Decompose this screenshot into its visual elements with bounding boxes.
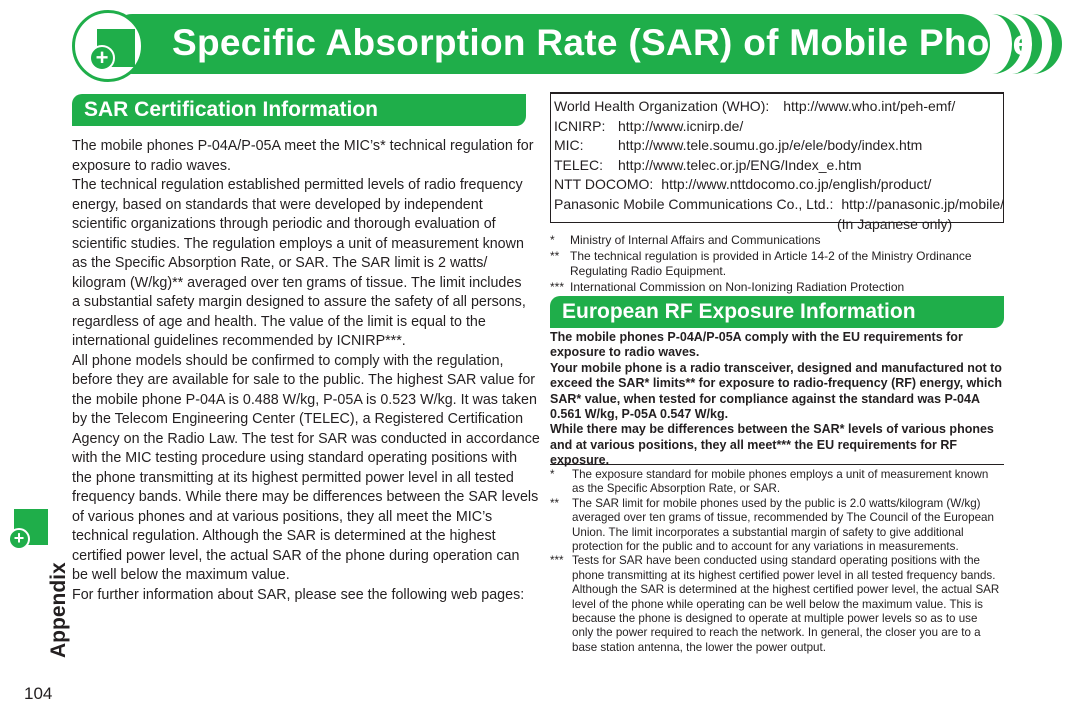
footnote-mark: *	[550, 468, 555, 481]
link-url[interactable]: http://www.telec.or.jp/ENG/Index_e.htm	[618, 156, 862, 173]
link-label: TELEC:	[554, 156, 604, 173]
sar-body-line: be well below the maximum value.	[72, 567, 290, 583]
sar-body-line: with the MIC testing procedure using standard operating positions with	[72, 450, 518, 466]
footnote-text: The technical regulation is provided in Article 14-2 of the Ministry Ordinance Regulating Radio Equipment.	[570, 248, 972, 279]
eu-section-heading: European RF Exposure Information	[550, 296, 1004, 328]
page-title: Specific Absorption Rate (SAR) of Mobile Phone	[172, 22, 1034, 63]
link-url[interactable]: http://www.icnirp.de/	[618, 117, 744, 134]
link-row-mic	[554, 136, 1003, 156]
links-table	[550, 92, 1005, 232]
eu-paragraph: While there may be differences between the SAR* levels of various phones and at various positions, they all meet*** the EU requirements for RF exposure.	[550, 422, 994, 468]
sar-body-line: scientific studies. The regulation employs a unit of measurement known	[72, 235, 524, 252]
footnote-text: Ministry of Internal Affairs and Communications	[570, 233, 821, 247]
link-url[interactable]: http://www.nttdocomo.co.jp/english/product/	[661, 176, 932, 193]
footnote-mark: *	[550, 233, 555, 247]
sar-body-line: the mobile phone P-04A is 0.488 W/kg, P-05A is 0.523 W/kg. It was taken	[72, 391, 537, 408]
footnote-mark: **	[550, 496, 560, 510]
sar-body-line: the phone transmitting at its highest permitted power level in all tested	[72, 469, 514, 486]
footnote-mark: ***	[550, 279, 565, 294]
sar-body-line: regardless of age and health. The value of the limit is equal to the	[72, 313, 486, 330]
footnote	[550, 468, 1000, 497]
link-row-who	[554, 97, 1003, 117]
title-icon-circle	[72, 10, 144, 82]
sar-body-line: The mobile phones P-04A/P-05A meet the MIC’s* technical regulation for	[72, 138, 534, 154]
plus-icon: +	[8, 528, 30, 550]
link-note: (In Japanese only)	[837, 215, 953, 232]
sar-body-line: The technical regulation established permitted levels of radio frequency	[72, 177, 523, 193]
sar-body	[72, 137, 540, 605]
link-label: World Health Organization (WHO):	[554, 98, 770, 114]
footnote	[550, 554, 1000, 655]
link-url[interactable]: http://www.who.int/peh-emf/	[783, 98, 956, 114]
eu-paragraph: Your mobile phone is a radio transceiver, designed and manufactured not to exceed the SAR* limits** for exposure to radio-frequency (RF) energy, which SAR* value, when tested for compliance against the standard was P-04A 0.561 W/kg, P-05A 0.547 W/kg.	[550, 360, 1002, 422]
side-tab-label	[20, 558, 70, 668]
link-label: Panasonic Mobile Communications Co., Ltd.:	[554, 195, 834, 212]
link-row-icnirp	[554, 117, 1003, 137]
appendix-label: Appendix	[47, 562, 70, 658]
sar-body-line: international guidelines recommended by ICNIRP***.	[72, 333, 406, 349]
sar-body-line: technical regulation. Although the SAR is determined at the highest	[72, 528, 496, 544]
link-row-panasonic	[554, 195, 1003, 215]
footnote	[550, 497, 1000, 555]
footnote	[550, 249, 1004, 280]
link-label: ICNIRP:	[554, 117, 606, 134]
footnote-text: International Commission on Non-Ionizing Radiation Protection	[570, 279, 905, 294]
footnotes-top	[550, 233, 1004, 295]
sar-body-line: Agency on the Radio Law. The test for SAR was conducted in accordance	[72, 430, 540, 447]
eu-paragraph: The mobile phones P-04A/P-05A comply with the EU requirements for exposure to radio waves.	[550, 330, 963, 360]
sar-body-line: energy, based on standards that were developed by independent	[72, 196, 483, 213]
link-row-note	[554, 215, 1003, 235]
sar-body-line: frequency bands. While there may be differences between the SAR levels	[72, 489, 539, 505]
plus-icon: +	[89, 45, 115, 71]
sar-body-line: before they are available for sale to the public. The highest SAR value for	[72, 372, 536, 388]
page-number: 104	[24, 684, 53, 703]
title-banner	[72, 10, 1062, 78]
sar-section-heading: SAR Certification Information	[72, 94, 526, 126]
sar-body-line: For further information about SAR, please see the following web pages:	[72, 586, 525, 603]
side-tab-icon	[0, 506, 52, 550]
footnote-text: The SAR limit for mobile phones used by the public is 2.0 watts/kilogram (W/kg) averaged over ten grams of tissue, recommended by The Council of the European Union. The limit incorporates a substantial margin of safety to give additional protection for the public and to account for any variations in measurements.	[572, 496, 994, 554]
link-row-docomo	[554, 175, 1003, 195]
sar-body-line: All phone models should be confirmed to comply with the regulation,	[72, 352, 504, 369]
footnote	[550, 280, 1004, 296]
sar-body-line: of various phones and at various positions, they all meet the MIC’s	[72, 508, 493, 525]
footnote-text: Tests for SAR have been conducted using standard operating positions with the phone transmitting at its highest certified power level in all tested frequency bands. Although the SAR is determined at the highest certified power level, the actual SAR level of the phone while operating can be well below the maximum value. This is because the phone is designed to operate at multiple power levels so as to use only the power required to reach the network. In general, the closer you are to a base station antenna, the lower the power output.	[572, 554, 1000, 654]
footnote-mark: ***	[550, 554, 564, 568]
sar-body-line: scientific organizations through periodic and thorough evaluation of	[72, 216, 496, 232]
sar-body-line: exposure to radio waves.	[72, 157, 231, 174]
divider	[550, 464, 1004, 465]
sar-body-line: as the Specific Absorption Rate, or SAR. The SAR limit is 2 watts/	[72, 255, 488, 271]
sar-body-line: kilogram (W/kg)** averaged over ten grams of tissue. The limit includes	[72, 274, 522, 291]
link-url[interactable]: http://panasonic.jp/mobile/	[841, 195, 1005, 212]
eu-footnotes	[550, 468, 1000, 655]
sar-body-line: certified power level, the actual SAR of the phone during operation can	[72, 547, 520, 564]
sar-body-line: a substantial safety margin designed to assure the safety of all persons,	[72, 294, 526, 310]
link-label: NTT DOCOMO:	[554, 176, 654, 193]
footnote	[550, 233, 1004, 249]
link-label: MIC:	[554, 137, 584, 154]
footnote-text: The exposure standard for mobile phones employs a unit of measurement known as the Specific Absorption Rate, or SAR.	[572, 468, 989, 496]
link-url[interactable]: http://www.tele.soumu.go.jp/e/ele/body/index.htm	[618, 137, 923, 154]
sar-body-line: by the Telecom Engineering Center (TELEC), a Registered Certification	[72, 411, 524, 427]
footnote-mark: **	[550, 248, 560, 263]
eu-statements	[550, 330, 1008, 469]
link-row-telec	[554, 156, 1003, 176]
